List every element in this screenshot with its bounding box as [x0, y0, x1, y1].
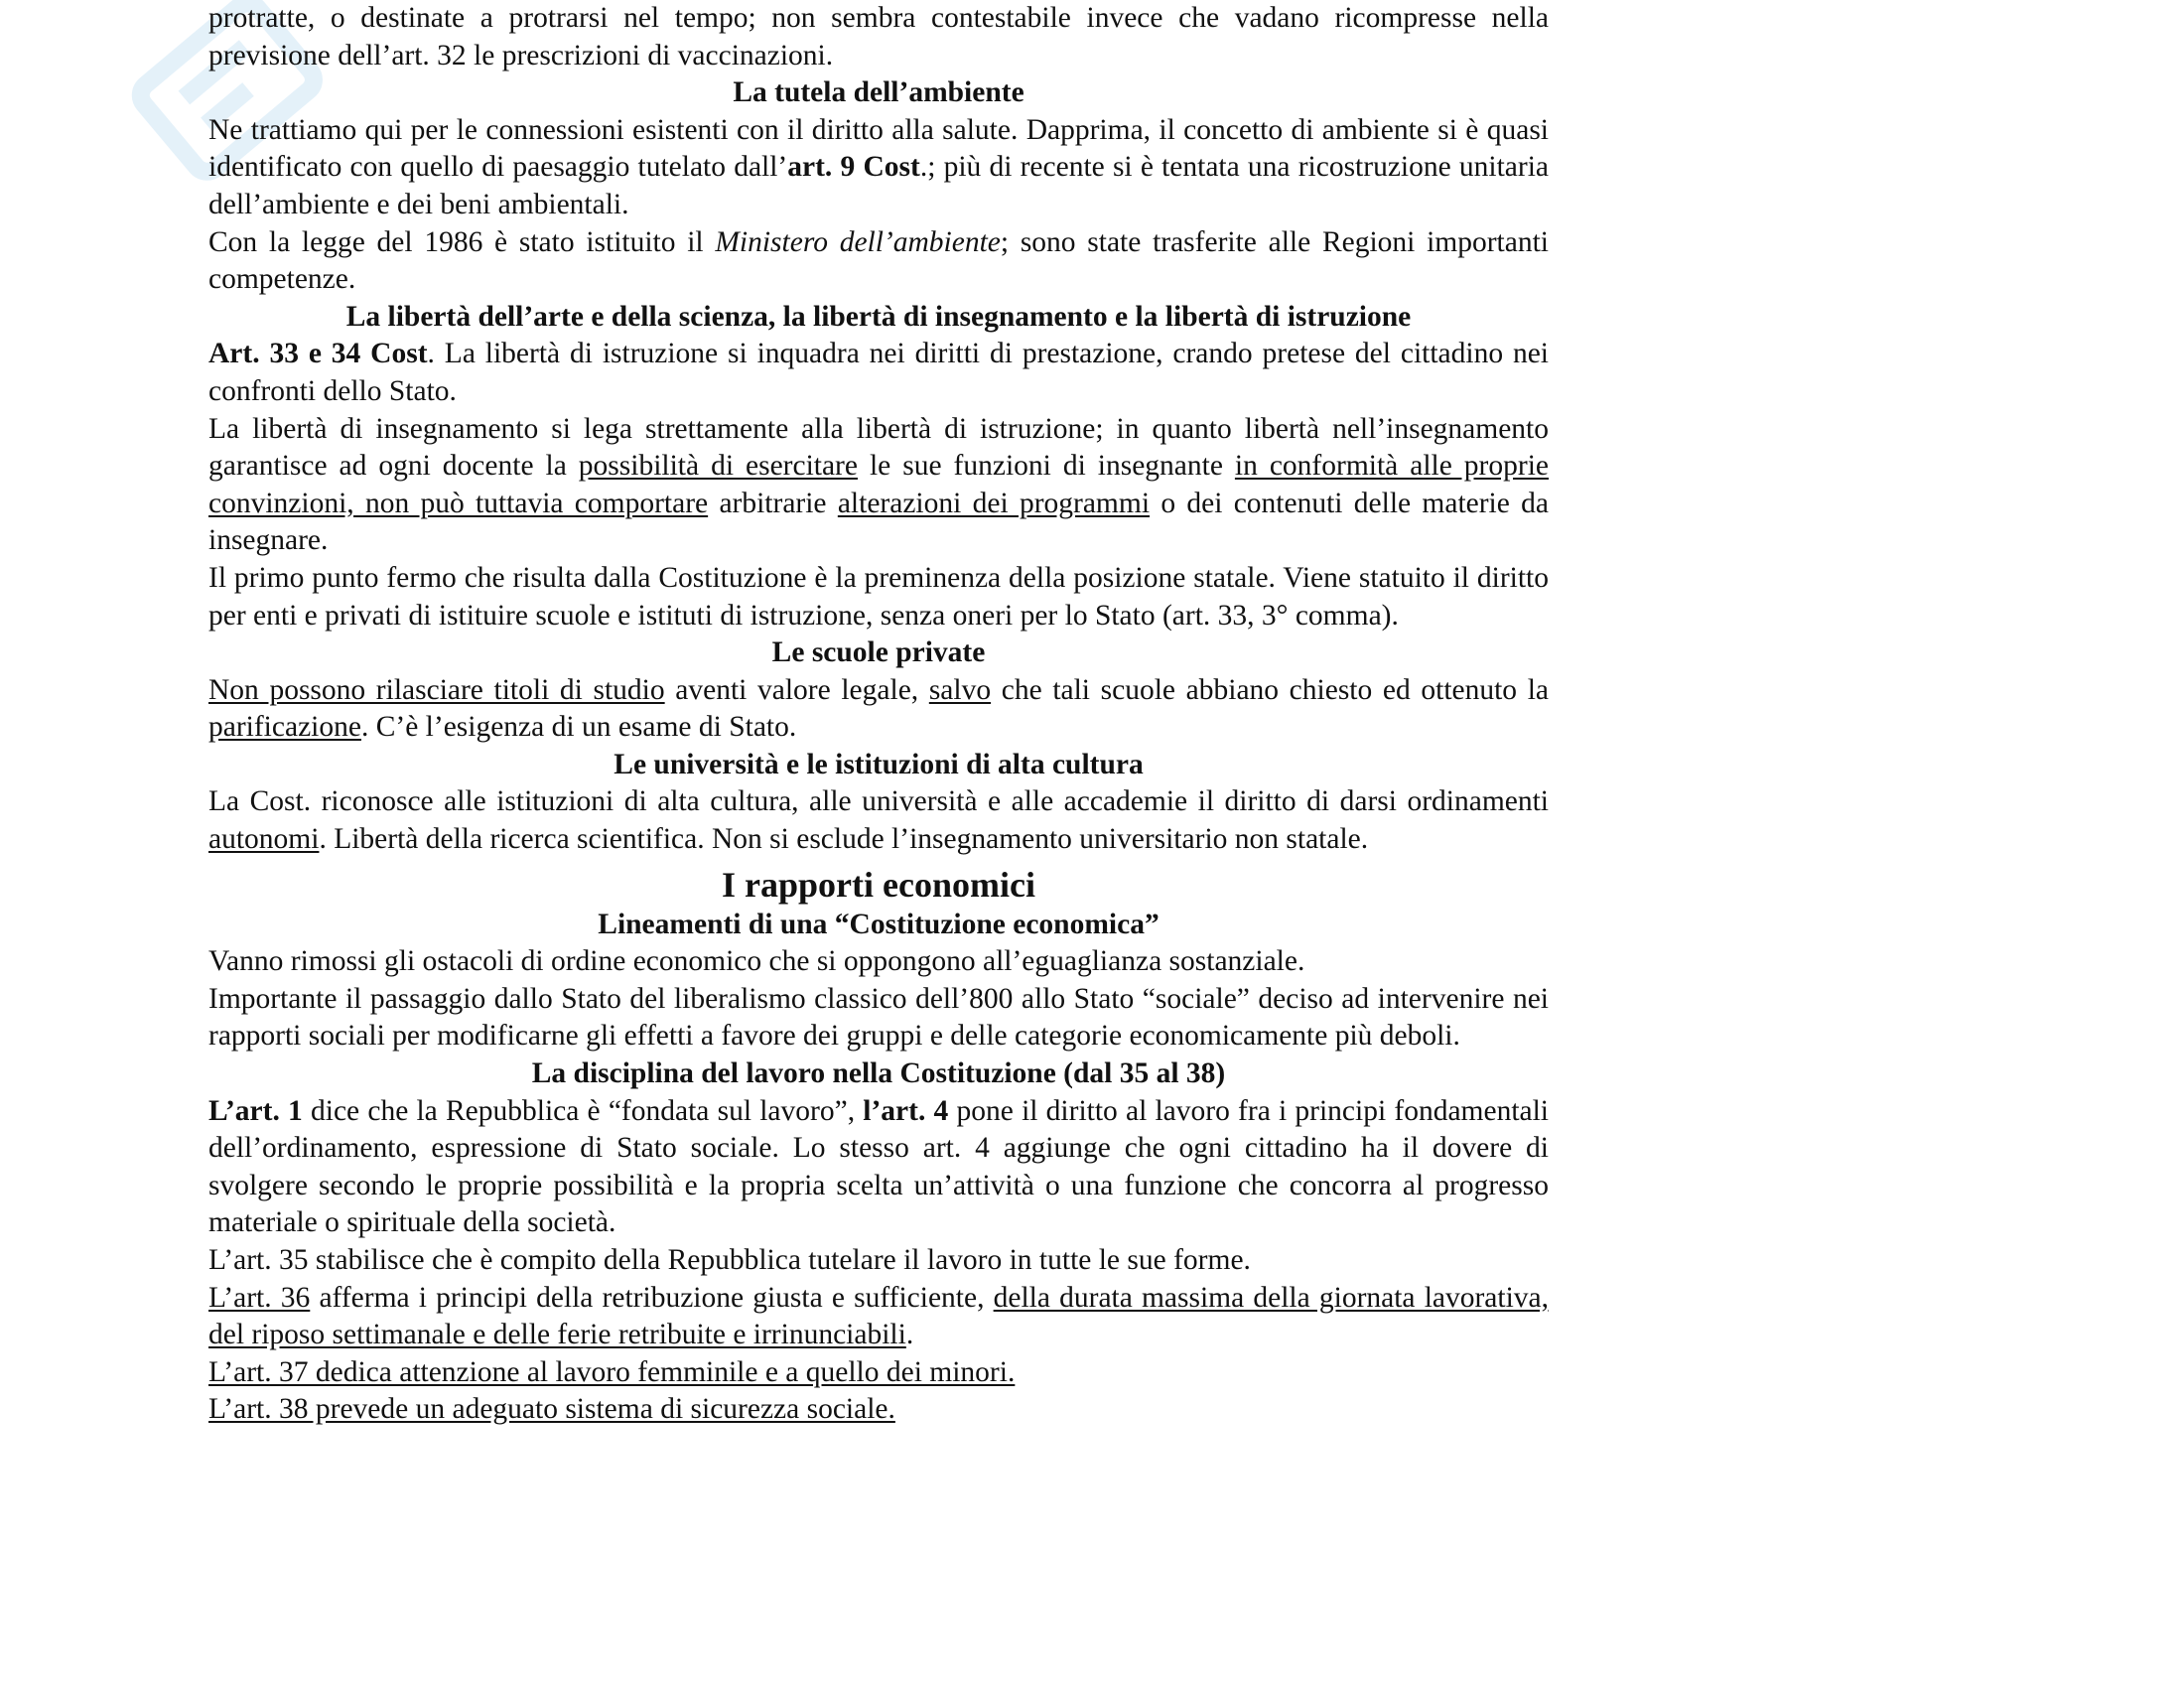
text-run: Con la legge del 1986 è stato istituito il	[208, 225, 716, 258]
text-run: o dei contenuti delle materie da insegnare.	[208, 487, 1549, 557]
text-run: pone il diritto al lavoro fra i principi fondamentali dell’ordinamento, espressione di Stato sociale. Lo stesso art. 4 aggiunge che ogni cittadino ha il dovere di svolgere secondo le proprie possibilità e la propria scelta un’attività o una funzione che concorra al progresso materiale o spirituale della società.	[208, 1094, 1550, 1239]
text-run: afferma i principi della retribuzione giusta e sufficiente,	[310, 1281, 994, 1314]
underlined-text: parificazione	[208, 711, 361, 744]
document-page	[208, 0, 1549, 1429]
text-run: Il primo punto fermo che risulta dalla Costituzione è la preminenza della posizione statale. Viene statuito il diritto per enti e privati di istituire scuole e istituti di istruzione, senza oneri per lo Stato (art. 33, 3° comma).	[208, 561, 1549, 632]
paragraph-art-33-34	[208, 336, 1549, 410]
bold-reference: Art. 33 e 34 Cost	[208, 338, 428, 370]
text-run: Vanno rimossi gli ostacoli di ordine economico che si oppongono all’eguaglianza sostanziale.	[208, 945, 1305, 978]
paragraph-ambiente-salute	[208, 112, 1549, 224]
paragraph-scuole-private	[208, 672, 1549, 747]
heading-rapporti-economici: I rapporti economici	[722, 864, 1035, 905]
underlined-text: L’art. 38 prevede un adeguato sistema di sicurezza sociale.	[208, 1393, 895, 1426]
paragraph-art-1-4	[208, 1093, 1549, 1242]
heading-liberta-arte-scienza: La libertà dell’arte e della scienza, la libertà di insegnamento e la libertà di istruzione	[345, 300, 1412, 333]
underlined-text: in conformità alle proprie convinzioni, non può tuttavia comportare	[208, 450, 1549, 519]
heading-costituzione-economica: Lineamenti di una “Costituzione economica”	[598, 908, 1160, 940]
paragraph-art-35	[208, 1242, 1549, 1280]
underlined-text: Non possono rilasciare titoli di studio	[208, 673, 665, 706]
paragraph-universita	[208, 783, 1549, 858]
underlined-text: salvo	[928, 673, 992, 706]
heading-tutela-ambiente: La tutela dell’ambiente	[733, 76, 1024, 109]
text-run: . C’è l’esigenza di un esame di Stato.	[360, 711, 797, 744]
bold-reference: l’art. 4	[863, 1094, 949, 1127]
underlined-text: autonomi	[208, 823, 320, 856]
paragraph-stato-sociale	[208, 981, 1549, 1055]
italic-term: Ministero dell’ambiente	[715, 225, 1001, 258]
paragraph-art-37	[208, 1354, 1549, 1392]
underlined-text: L’art. 36	[208, 1281, 311, 1314]
paragraph-ministero-ambiente	[208, 224, 1549, 299]
text-run: che tali scuole abbiano chiesto ed ottenuto la	[991, 673, 1549, 706]
underlined-text: della durata massima della giornata lavorativa, del riposo settimanale e delle ferie retribuite e irrinunciabili	[208, 1281, 1550, 1351]
heading-disciplina-lavoro: La disciplina del lavoro nella Costituzione (dal 35 al 38)	[531, 1057, 1226, 1090]
paragraph-art-36	[208, 1280, 1549, 1354]
text-run: le sue funzioni di insegnante	[857, 450, 1235, 483]
text-run: dice che la Repubblica è “fondata sul lavoro”,	[302, 1094, 864, 1127]
heading-scuole-private: Le scuole private	[771, 636, 986, 669]
text-run: . La libertà di istruzione si inquadra nei diritti di prestazione, crando pretese del cittadino nei confronti dello Stato.	[208, 338, 1549, 407]
bold-reference: L’art. 1	[208, 1094, 303, 1127]
paragraph-preminenza-statale	[208, 560, 1549, 634]
paragraph-ostacoli-economici	[208, 943, 1549, 981]
bold-reference: art. 9 Cost	[787, 151, 920, 184]
text-run: ; sono state trasferite alle Regioni importanti competenze.	[208, 225, 1549, 296]
paragraph-liberta-insegnamento	[208, 411, 1549, 560]
text-run: arbitrarie	[708, 487, 838, 519]
text-run: La libertà di insegnamento si lega strettamente alla libertà di istruzione; in quanto libertà nell’insegnamento garantisce ad ogni docente la	[208, 412, 1549, 483]
text-run: L’art. 35 stabilisce che è compito della Repubblica tutelare il lavoro in tutte le sue forme.	[208, 1244, 1251, 1276]
heading-universita: Le università e le istituzioni di alta cultura	[614, 748, 1144, 780]
text-run: La Cost. riconosce alle istituzioni di alta cultura, alle università e alle accademie il diritto di darsi ordinamenti	[208, 785, 1549, 818]
text-run: . Libertà della ricerca scientifica. Non si esclude l’insegnamento universitario non statale.	[319, 823, 1369, 856]
text-run: protratte, o destinate a protrarsi nel tempo; non sembra contestabile invece che vadano ricompresse nella previsione dell’art. 32 le prescrizioni di vaccinazioni.	[208, 2, 1549, 71]
underlined-text: L’art. 37 dedica attenzione al lavoro femminile e a quello dei minori.	[208, 1355, 1016, 1388]
underlined-text: alterazioni dei programmi	[837, 487, 1151, 519]
underlined-text: possibilità di esercitare	[578, 450, 858, 483]
text-run: Ne trattiamo qui per le connessioni esistenti con il diritto alla salute. Dapprima, il concetto di ambiente si è quasi identificato con quello di paesaggio tutelato dall’	[208, 113, 1549, 184]
text-run: .; più di recente si è tentata una ricostruzione unitaria dell’ambiente e dei beni ambientali.	[208, 151, 1549, 220]
text-run: Importante il passaggio dallo Stato del liberalismo classico dell’800 allo Stato “sociale” deciso ad intervenire nei rapporti sociali per modificarne gli effetti a favore dei gruppi e delle categorie economicamente più deboli.	[208, 982, 1549, 1053]
paragraph-vaccinazioni	[208, 0, 1549, 74]
text-run: aventi valore legale,	[664, 673, 929, 706]
text-run: .	[905, 1319, 914, 1351]
paragraph-art-38	[208, 1391, 1549, 1429]
